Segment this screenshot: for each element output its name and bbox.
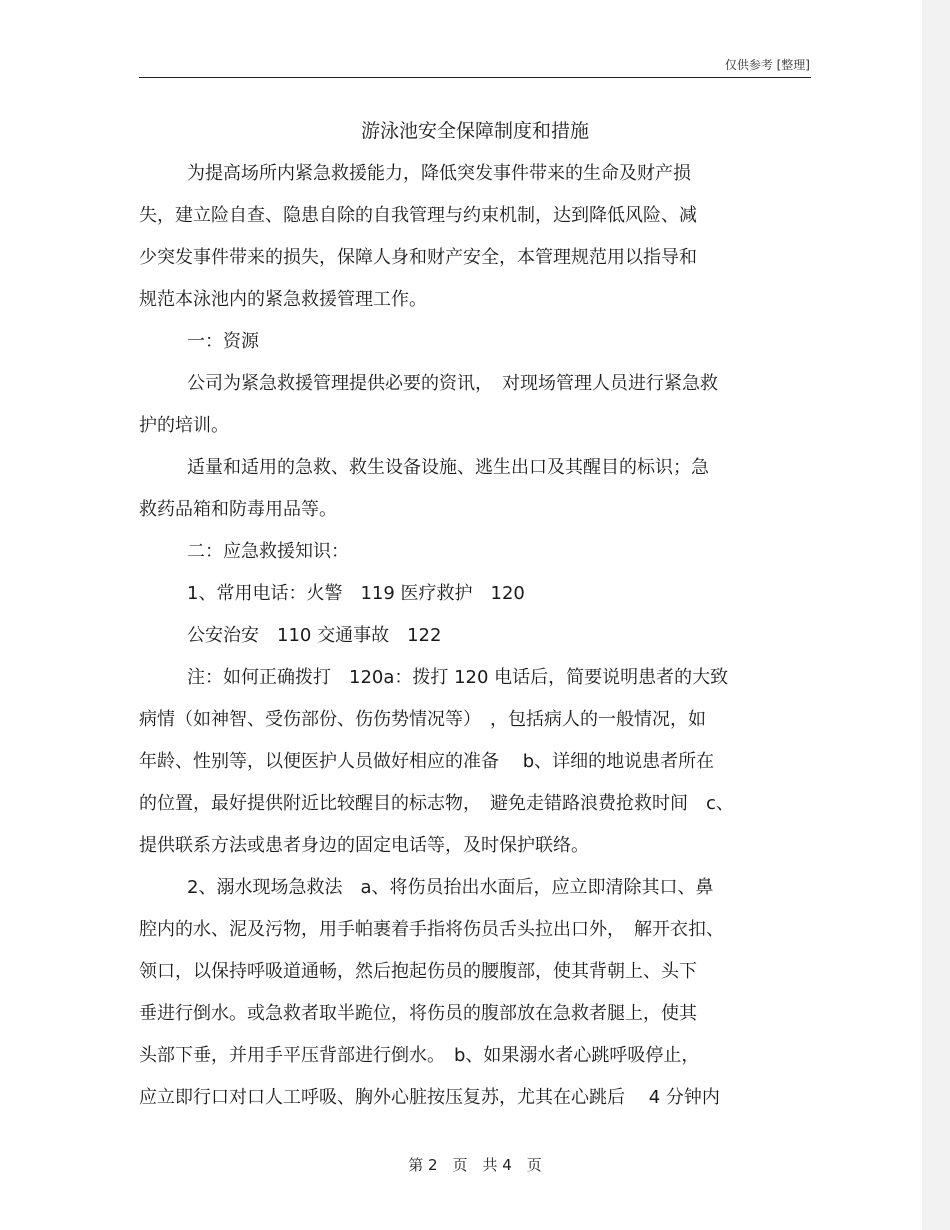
text-line: 为提高场所内紧急救援能力，降低突发事件带来的生命及财产损 bbox=[187, 163, 691, 184]
paragraph-training bbox=[139, 367, 811, 451]
header-note: 仅供参考 [整理] bbox=[724, 58, 810, 72]
paragraph-equipment bbox=[139, 451, 811, 535]
text-line: 的位置，最好提供附近比较醒目的标志物， 避免走错路浪费抢救时间 c、 bbox=[139, 793, 734, 814]
text-line: 公司为紧急救援管理提供必要的资讯， 对现场管理人员进行紧急救 bbox=[187, 373, 718, 394]
header-rule bbox=[139, 77, 811, 78]
paragraph-phone-numbers bbox=[139, 577, 811, 619]
paragraph-drowning-first-aid bbox=[139, 871, 811, 1123]
paragraph-intro bbox=[139, 157, 811, 325]
text-line: 提供联系方法或患者身边的固定电话等，及时保护联络。 bbox=[139, 835, 589, 856]
text-line: 病情（如神智、受伤部份、伤伤势情况等） ，包括病人的一般情况，如 bbox=[139, 709, 706, 730]
text-line: 少突发事件带来的损失，保障人身和财产安全，本管理规范用以指导和 bbox=[139, 247, 697, 268]
text-line: 领口，以保持呼吸道通畅，然后抱起伤员的腰腹部，使其背朝上、头下 bbox=[139, 961, 697, 982]
text-line: 规范本泳池内的紧急救援管理工作。 bbox=[139, 289, 427, 310]
paragraph-phone-numbers-2 bbox=[139, 619, 811, 661]
text-line: 适量和适用的急救、救生设备设施、逃生出口及其醒目的标识；急 bbox=[187, 457, 709, 478]
text-line: 2、溺水现场急救法 a、将伤员抬出水面后，应立即清除其口、鼻 bbox=[187, 877, 714, 898]
text-line: 公安治安 110 交通事故 122 bbox=[187, 625, 442, 646]
paragraph-call-120-note bbox=[139, 661, 811, 871]
page-number: 第 2 页 共 4 页 bbox=[408, 1156, 542, 1174]
section-heading-knowledge bbox=[139, 535, 811, 577]
text-line: 1、常用电话：火警 119 医疗救护 120 bbox=[187, 583, 525, 604]
page-edge bbox=[922, 0, 950, 1230]
text-line: 头部下垂，并用手平压背部进行倒水。 b、如果溺水者心跳呼吸停止， bbox=[139, 1045, 700, 1066]
text-line: 年龄、性别等，以便医护人员做好相应的准备 b、详细的地说患者所在 bbox=[139, 751, 715, 772]
text-line: 救药品箱和防毒用品等。 bbox=[139, 499, 337, 520]
text-line: 应立即行口对口人工呼吸、胸外心脏按压复苏，尤其在心跳后 4 分钟内 bbox=[139, 1087, 720, 1108]
section-heading-resources bbox=[139, 325, 811, 367]
text-line: 护的培训。 bbox=[139, 415, 229, 436]
text-line: 一：资源 bbox=[187, 331, 259, 352]
text-line: 注：如何正确拨打 120a：拨打 120 电话后，简要说明患者的大致 bbox=[187, 667, 729, 688]
text-line: 腔内的水、泥及污物，用手帕裹着手指将伤员舌头拉出口外， 解开衣扣、 bbox=[139, 919, 724, 940]
document-title: 游泳池安全保障制度和措施 bbox=[360, 120, 589, 142]
text-line: 二：应急救援知识： bbox=[187, 541, 349, 562]
document-body bbox=[139, 157, 811, 1123]
text-line: 垂进行倒水。或急救者取半跪位，将伤员的腹部放在急救者腿上，使其 bbox=[139, 1003, 697, 1024]
text-line: 失，建立险自查、隐患自除的自我管理与约束机制，达到降低风险、减 bbox=[139, 205, 697, 226]
